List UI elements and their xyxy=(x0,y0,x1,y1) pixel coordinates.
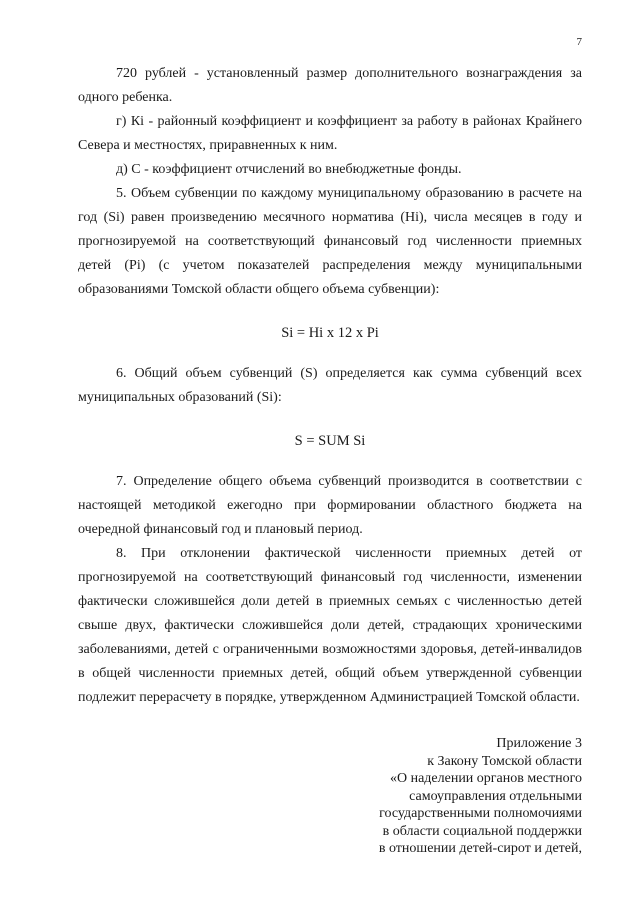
appendix-line: в отношении детей-сирот и детей, xyxy=(378,841,582,856)
paragraph-g-coefficient: г) Кi - районный коэффициент и коэффициент за работу в районах Крайнего Севера и местностях, приравненных к ним. xyxy=(78,114,582,153)
formula-subvention: Si = Hi x 12 x Pi xyxy=(281,325,379,341)
formula-total: S = SUM Si xyxy=(294,433,366,449)
paragraph-720-rubles: 720 рублей - установленный размер дополнительного вознаграждения за одного ребенка. xyxy=(78,66,582,105)
appendix-line: к Закону Томской области xyxy=(427,753,582,769)
appendix-line: государственными полномочиями xyxy=(379,806,582,821)
paragraph-6: 6. Общий объем субвенций (S) определяется как сумма субвенций всех муниципальных образований (Si): xyxy=(78,366,582,405)
appendix-line: «О наделении органов местного xyxy=(389,771,582,786)
appendix-line: в области социальной поддержки xyxy=(382,823,582,839)
paragraph-d-coefficient: д) С - коэффициент отчислений во внебюджетные фонды. xyxy=(116,162,462,177)
paragraph-7: 7. Определение общего объема субвенций производится в соответствии с настоящей методикой ежегодно при формировании областного бюджета на очередной финансовый год и плановый период. xyxy=(78,474,582,537)
page-number: 7 xyxy=(576,36,582,48)
paragraph-5: 5. Объем субвенции по каждому муниципальному образованию в расчете на год (Si) равен произведению месячного норматива (Hi), числа месяцев в году и прогнозируемой на соответствующий финансовый год численности приемных детей (Pi) (с учетом показателей распределения между муниципальными образованиями Томской области общего объема субвенции): xyxy=(78,186,582,297)
appendix-header xyxy=(379,735,582,858)
appendix-line: Приложение 3 xyxy=(496,736,582,751)
appendix-line: самоуправления отдельными xyxy=(409,788,582,804)
document-body xyxy=(78,62,582,710)
paragraph-8: 8. При отклонении фактической численности приемных детей от прогнозируемой на соответствующий финансовый год численности, изменении фактически сложившейся доли детей в приемных семьях с численностью детей свыше двух, фактически сложившейся доли детей, страдающих хроническими заболеваниями, детей с ограниченными возможностями здоровья, детей-инвалидов в общей численности приемных детей, общий объем утвержденной субвенции подлежит перерасчету в порядке, утвержденном Администрацией Томской области. xyxy=(78,546,582,705)
